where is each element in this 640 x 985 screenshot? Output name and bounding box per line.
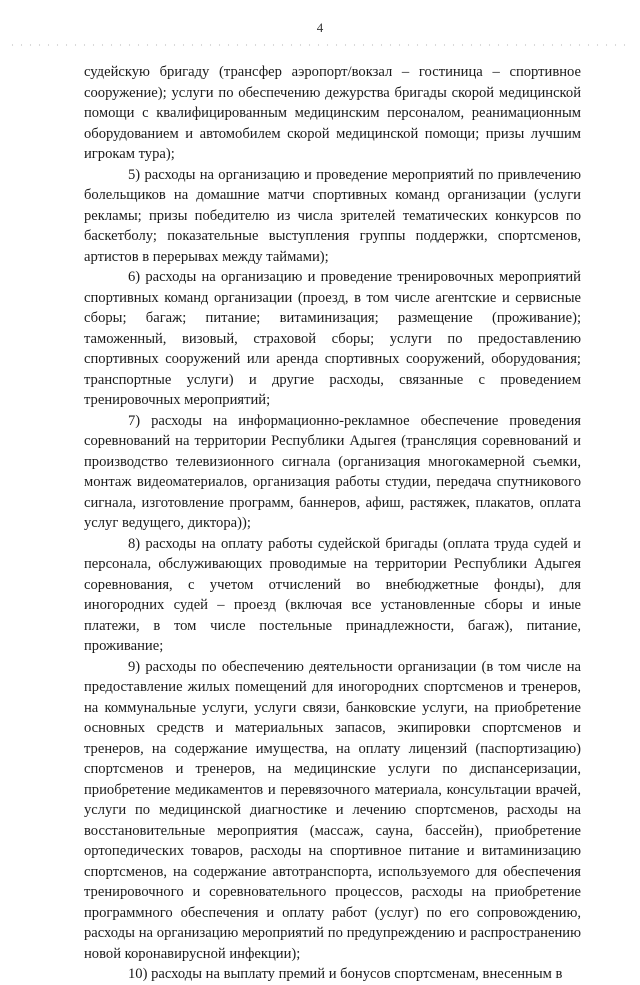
- paragraph-item-6: 6) расходы на организацию и проведение тренировочных мероприятий спортивных команд организации (проезд, в том числе агентские и сервисные сборы; багаж; питание; витаминизация; размещение (проживание); таможенный, визовый, страховой сборы; услуги по предоставлению спортивных сооружений или аренда спортивных сооружений, оборудования; транспортные услуги) и другие расходы, связанные с проведением тренировочных мероприятий;: [84, 269, 581, 408]
- paragraph-item-8: 8) расходы на оплату работы судейской бригады (оплата труда судей и персонала, обслуживающих проводимые на территории Республики Адыгея соревнования, с учетом отчислений во внебюджетные фонды), для иногородних судей – проезд (включая все установленные сборы и иные платежи, в том числе постельные принадлежности, багаж), питание, проживание;: [84, 535, 581, 654]
- paragraph-item-7: 7) расходы на информационно-рекламное обеспечение проведения соревнований на территории Республики Адыгея (трансляция соревнований и производство телевизионного сигнала (организация многокамерной съемки, монтаж видеоматериалов, организация работы студии, передача спутникового сигнала, изготовление программ, баннеров, афиш, растяжек, плакатов, оплата услуг ведущего, диктора));: [84, 412, 581, 531]
- scan-artifact-line: [8, 44, 632, 46]
- paragraph-item-9: 9) расходы по обеспечению деятельности организации (в том числе на предоставление жилых помещений для иногородних спортсменов и тренеров, на коммунальные услуги, услуги связи, банковские услуги, на приобретение основных средств и материальных запасов, экипировки спортсменов и тренеров, на содержание имущества, на оплату лицензий (паспортизацию) спортсменов и тренеров, на медицинские услуги по диспансеризации, приобретение медикаментов и перевязочного материала, консультации врачей, услуги по медицинской диагностике и лечению спортсменов, расходы на восстановительные мероприятия (массаж, сауна, бассейн), приобретение ортопедических товаров, расходы на спортивное питание и витаминизацию спортсменов, на содержание автотранспорта, используемого для обеспечения тренировочного и соревновательного процессов, расходы на приобретение программного обеспечения и оплату работ (услуг) по его сопровождению, расходы на организацию мероприятий по предупреждению и распространению новой коронавирусной инфекции);: [84, 658, 581, 962]
- page-number: 4: [316, 20, 324, 35]
- document-body: [84, 62, 581, 985]
- paragraph-continuation: судейскую бригаду (трансфер аэропорт/вокзал – гостиница – спортивное сооружение); услуги по обеспечению дежурства бригады скорой медицинской помощи с квалифицированным медицинским персоналом, реанимационным оборудованием и автомобилем скорой медицинской помощи; призы лучшим игрокам тура);: [84, 64, 581, 162]
- paragraph-item-10: 10) расходы на выплату премий и бонусов спортсменам, внесенным в: [128, 966, 563, 982]
- paragraph-item-5: 5) расходы на организацию и проведение мероприятий по привлечению болельщиков на домашние матчи спортивных команд организации (услуги рекламы; призы победителю из числа зрителей тематических конкурсов по баскетболу; показательные выступления группы поддержки, спортсменов, артистов в перерывах между таймами);: [84, 166, 581, 265]
